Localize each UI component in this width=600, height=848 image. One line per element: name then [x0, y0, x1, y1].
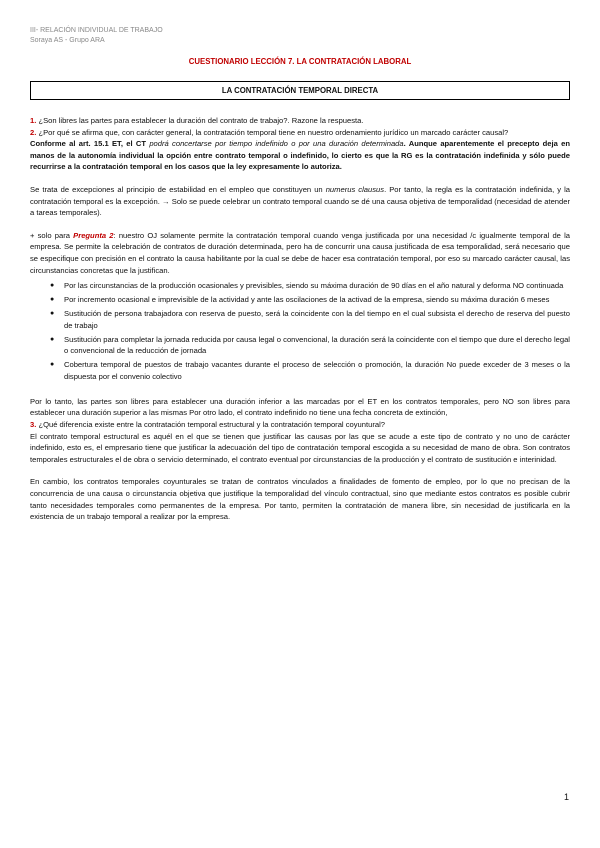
bullet-icon: ●: [50, 282, 55, 290]
list-item: ● Por las circunstancias de la producción ocasionales y previsibles, siendo su máxima duración de 90 días en el año natural y deforma NO continuada: [50, 281, 564, 291]
question-text: ¿Por qué se afirma que, con carácter general, la contratación temporal tiene en nuestro ordenamiento jurídico un marcado carácter causal?: [36, 127, 509, 137]
document-title: CUESTIONARIO LECCIÓN 7. LA CONTRATACIÓN LABORAL: [188, 57, 412, 66]
question-number: 1.: [30, 116, 37, 125]
question-text: ¿Qué diferencia existe entre la contratación temporal estructural y la contratación temporal coyuntural?: [36, 420, 385, 430]
bullet-icon: ●: [50, 310, 55, 318]
answer-paragraph-2: Se trata de excepciones al principio de estabilidad en el empleo que constituyen un numerus clausus. Por tanto, la regla es la contratación indefinida, y la contratación temporal es la excepción. → Solo se puede celebrar un contrato temporal cuando se dé una causa objetiva de temporalidad (necesidad de atender a tareas temporales).: [30, 184, 570, 218]
answer-paragraph-1: Conforme al art. 15.1 ET, el CT podrá concertarse por tiempo indefinido o por una duración determinada. Aunque aparentemente el precepto deja en manos de la autonomía individual la opción entre contrato temporal o indefinido, lo cierto es que la RG es la contratación indefinida y sólo puede recurrirse a la contratación temporal en los casos que la ley expresamente lo autoriza.: [30, 139, 570, 172]
bullet-icon: ●: [50, 361, 55, 369]
question-1: [30, 115, 570, 127]
header-course: III- RELACIÓN INDIVIDUAL DE TRABAJO: [30, 27, 163, 34]
page-number: 1: [563, 792, 569, 802]
section-title-box: LA CONTRATACIÓN TEMPORAL DIRECTA: [30, 81, 570, 100]
list-item: ● Sustitución de persona trabajadora con reserva de puesto, será la coincidente con la del tiempo en el cual subsista el derecho de reserva del puesto de trabajo: [50, 309, 570, 330]
question-2: [30, 127, 570, 139]
answer-paragraph-5: El contrato temporal estructural es aquél en el que se tienen que justificar las causas por las que se acude a este tipo de contrato y no uno de carácter indefinido, esto es, el empresario tiene que justificar la adecuación del tipo de contratación temporal escogida a su necesidad de mano de obra. Son contratos temporales estructurales el de obra o servicio determinado, el contrato eventual por circunstancias de la producción y el contrato de sustitución e interinidad.: [30, 431, 570, 464]
bullet-icon: ●: [50, 296, 55, 304]
list-item: ● Sustitución para completar la jornada reducida por causa legal o convencional, la duración será la coincidente con el tiempo que dure el derecho legal o convencional de la reducción de jornada: [50, 334, 570, 356]
bullet-icon: ●: [50, 335, 55, 343]
document-body: [30, 115, 570, 523]
header-author: Soraya AS - Grupo ARA: [30, 37, 105, 44]
list-item: ● Por incremento ocasional e imprevisible de la actividad y ante las oscilaciones de la activad de la empresa, siendo su máxima duración 6 meses: [50, 295, 550, 305]
list-item: ● Cobertura temporal de puestos de trabajo vacantes durante el proceso de selección o promoción, la duración No puede exceder de 3 meses o la dispuesta por el convenio colectivo: [50, 360, 570, 381]
page-header: [30, 26, 163, 46]
question-text: ¿Son libres las partes para establecer la duración del contrato de trabajo?. Razone la respuesta.: [36, 116, 364, 125]
causes-list: [30, 280, 570, 382]
answer-paragraph-3: + solo para Pregunta 2: nuestro OJ solamente permite la contratación temporal cuando venga justificada por una necesidad /c igualmente temporal de la empresa. Se permite la celebración de contratos de duración determinada, pero ha de concurrir una causa justificada de esa temporalidad, será necesario que se especifique con precisión en el contrato la causa habilitante por la cual se debe de hacer esa contratación temporal, por eso su marcado carácter causal, las circunstancias concretas que la justifican.: [30, 230, 570, 275]
answer-paragraph-4: Por lo tanto, las partes son libres para establecer una duración inferior a las marcadas por el ET en los contratos temporales, pero NO son libres para establecer una duración superior a las mismas Por otro lado, el contrato indefinido no tiene una fecha concreta de extinción,: [30, 396, 570, 418]
question-3: [30, 419, 570, 431]
question-number: 2.: [30, 127, 37, 137]
question-number: 3.: [30, 420, 37, 430]
answer-paragraph-6: En cambio, los contratos temporales coyunturales se tratan de contratos vinculados a finalidades de fomento de empleo, por lo que no precisan de la concurrencia de una causa o circunstancia objetiva que justifique la temporalidad del vínculo contractual, sino que mediante estos contratos es posible cubrir tanto necesidades temporales como permanentes de la empresa. Por tanto, permiten la contratación de manera libre, sin necesidad de justificarla en la existencia de un trabajo temporal a realizar por la empresa.: [30, 477, 570, 522]
